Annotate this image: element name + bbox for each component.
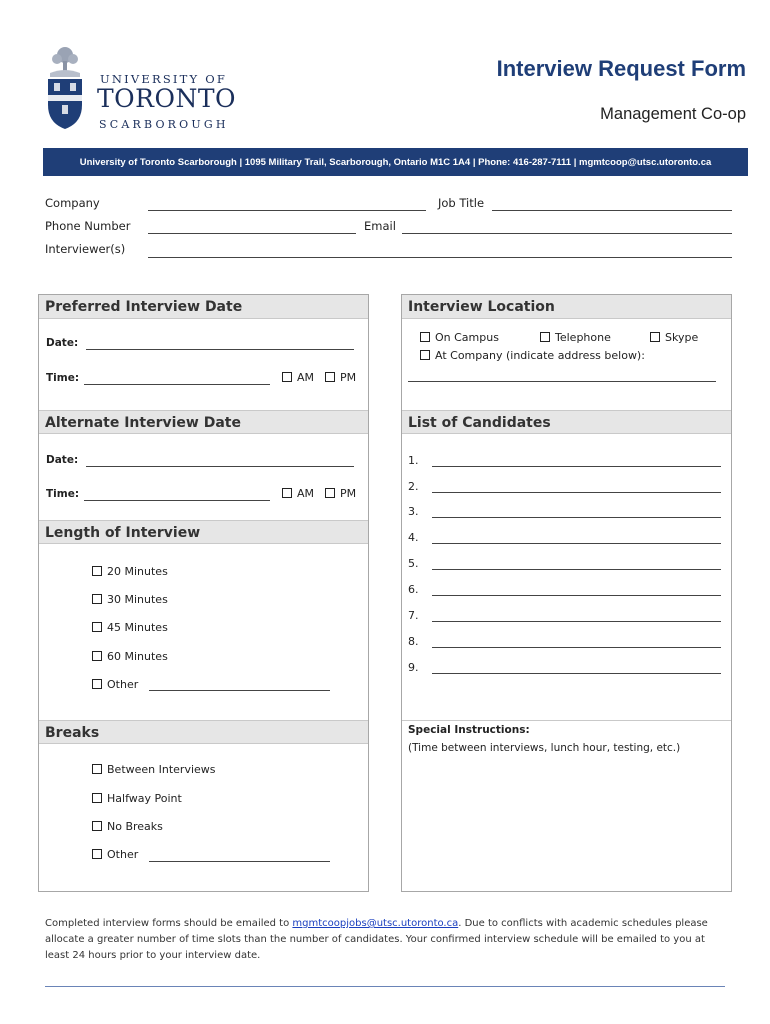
interviewers-input[interactable]: [148, 257, 732, 258]
candidate-number: 3.: [408, 505, 419, 518]
checkbox-icon[interactable]: [650, 332, 660, 342]
email-label: Email: [364, 219, 396, 233]
email-input[interactable]: [402, 233, 732, 234]
special-instructions-area[interactable]: [403, 760, 730, 890]
candidate-input[interactable]: [432, 543, 721, 544]
breaks-option-other[interactable]: [92, 848, 138, 861]
location-option-label: At Company (indicate address below):: [435, 349, 645, 362]
divider: [402, 720, 731, 721]
alternate-am-label: AM: [297, 487, 315, 500]
page-subtitle: Management Co-op: [600, 105, 746, 123]
preferred-date-heading: Preferred Interview Date: [39, 295, 368, 319]
preferred-am-option[interactable]: [282, 371, 314, 384]
location-skype-option[interactable]: [650, 331, 698, 344]
checkbox-icon[interactable]: [92, 679, 102, 689]
location-on-campus-option[interactable]: [420, 331, 499, 344]
alternate-am-option[interactable]: [282, 487, 314, 500]
alternate-date-input[interactable]: [86, 466, 354, 467]
checkbox-icon[interactable]: [92, 651, 102, 661]
candidate-input[interactable]: [432, 647, 721, 648]
length-option-label: 30 Minutes: [107, 593, 168, 606]
phone-input[interactable]: [148, 233, 356, 234]
breaks-option-label: No Breaks: [107, 820, 163, 833]
checkbox-icon[interactable]: [540, 332, 550, 342]
checkbox-icon[interactable]: [92, 594, 102, 604]
preferred-date-label: Date:: [46, 337, 79, 349]
length-other-input[interactable]: [149, 690, 330, 691]
job-title-input[interactable]: [492, 210, 732, 211]
breaks-heading: Breaks: [39, 720, 368, 744]
length-option[interactable]: [92, 565, 168, 578]
interviewers-label: Interviewer(s): [45, 242, 126, 256]
location-heading: Interview Location: [402, 295, 731, 319]
length-option-label: 60 Minutes: [107, 650, 168, 663]
length-option-other[interactable]: [92, 678, 138, 691]
breaks-option-label: Halfway Point: [107, 792, 182, 805]
bottom-rule: [45, 986, 725, 987]
logo-line-scarborough: SCARBOROUGH: [99, 118, 229, 131]
candidate-number: 1.: [408, 454, 419, 467]
candidate-input[interactable]: [432, 466, 721, 467]
company-address-input[interactable]: [408, 381, 716, 382]
alternate-pm-label: PM: [340, 487, 357, 500]
contact-bar: University of Toronto Scarborough | 1095 Military Trail, Scarborough, Ontario M1C 1A4 | Phone: 416-287-7111 | mgmtcoop@utsc.utoronto.ca: [43, 148, 748, 176]
length-option[interactable]: [92, 593, 168, 606]
breaks-option-label: Between Interviews: [107, 763, 216, 776]
checkbox-icon[interactable]: [282, 372, 292, 382]
candidate-number: 8.: [408, 635, 419, 648]
breaks-other-input[interactable]: [149, 861, 330, 862]
company-label: Company: [45, 196, 100, 210]
preferred-pm-option[interactable]: [325, 371, 356, 384]
checkbox-icon[interactable]: [325, 488, 335, 498]
checkbox-icon[interactable]: [325, 372, 335, 382]
length-option[interactable]: [92, 621, 168, 634]
footer-text: Completed interview forms should be emailed to: [45, 918, 293, 929]
page-title: Interview Request Form: [496, 56, 746, 81]
breaks-option[interactable]: [92, 792, 182, 805]
footer-text: . Due to conflicts with academic schedules please allocate a greater number of time slots than the number of candidates. Your confirmed interview schedule will be emailed to you at least 24 hours prior to your interview date.: [45, 918, 708, 961]
candidate-number: 4.: [408, 531, 419, 544]
preferred-pm-label: PM: [340, 371, 357, 384]
alternate-time-label: Time:: [46, 488, 80, 500]
phone-label: Phone Number: [45, 219, 131, 233]
alternate-time-input[interactable]: [84, 500, 270, 501]
alternate-date-heading: Alternate Interview Date: [39, 410, 368, 434]
location-telephone-option[interactable]: [540, 331, 611, 344]
checkbox-icon[interactable]: [282, 488, 292, 498]
checkbox-icon[interactable]: [92, 793, 102, 803]
candidate-input[interactable]: [432, 492, 721, 493]
alternate-pm-option[interactable]: [325, 487, 356, 500]
location-option-label: Skype: [665, 331, 699, 344]
special-instructions-note: (Time between interviews, lunch hour, testing, etc.): [408, 742, 681, 754]
length-option[interactable]: [92, 650, 168, 663]
candidate-input[interactable]: [432, 569, 721, 570]
job-title-label: Job Title: [438, 196, 485, 210]
footer-email-link[interactable]: mgmtcoopjobs@utsc.utoronto.ca: [292, 918, 459, 929]
preferred-am-label: AM: [297, 371, 315, 384]
candidate-input[interactable]: [432, 673, 721, 674]
candidate-input[interactable]: [432, 621, 721, 622]
checkbox-icon[interactable]: [92, 821, 102, 831]
special-instructions-heading: Special Instructions:: [408, 724, 530, 736]
checkbox-icon[interactable]: [420, 332, 430, 342]
length-heading: Length of Interview: [39, 520, 368, 544]
company-input[interactable]: [148, 210, 426, 211]
checkbox-icon[interactable]: [92, 622, 102, 632]
location-option-label: On Campus: [435, 331, 499, 344]
candidate-number: 2.: [408, 480, 419, 493]
crest-icon: [44, 45, 86, 131]
length-option-label: Other: [107, 678, 139, 691]
candidate-number: 7.: [408, 609, 419, 622]
checkbox-icon[interactable]: [420, 350, 430, 360]
preferred-time-label: Time:: [46, 372, 80, 384]
candidate-number: 9.: [408, 661, 419, 674]
candidate-input[interactable]: [432, 517, 721, 518]
breaks-option[interactable]: [92, 820, 163, 833]
candidate-number: 6.: [408, 583, 419, 596]
alternate-date-label: Date:: [46, 454, 79, 466]
length-option-label: 20 Minutes: [107, 565, 168, 578]
location-option-label: Telephone: [555, 331, 611, 344]
candidate-number: 5.: [408, 557, 419, 570]
breaks-option[interactable]: [92, 763, 216, 776]
breaks-option-label: Other: [107, 848, 139, 861]
logo-line-toronto: TORONTO: [97, 84, 237, 113]
logo-line-university: UNIVERSITY OF: [100, 72, 228, 86]
checkbox-icon[interactable]: [92, 764, 102, 774]
preferred-date-input[interactable]: [86, 349, 354, 350]
footer-note: [45, 916, 731, 964]
checkbox-icon[interactable]: [92, 849, 102, 859]
candidate-input[interactable]: [432, 595, 721, 596]
checkbox-icon[interactable]: [92, 566, 102, 576]
candidates-heading: List of Candidates: [402, 410, 731, 434]
location-at-company-option[interactable]: [420, 349, 645, 362]
preferred-time-input[interactable]: [84, 384, 270, 385]
length-option-label: 45 Minutes: [107, 621, 168, 634]
university-logo: [42, 45, 252, 135]
